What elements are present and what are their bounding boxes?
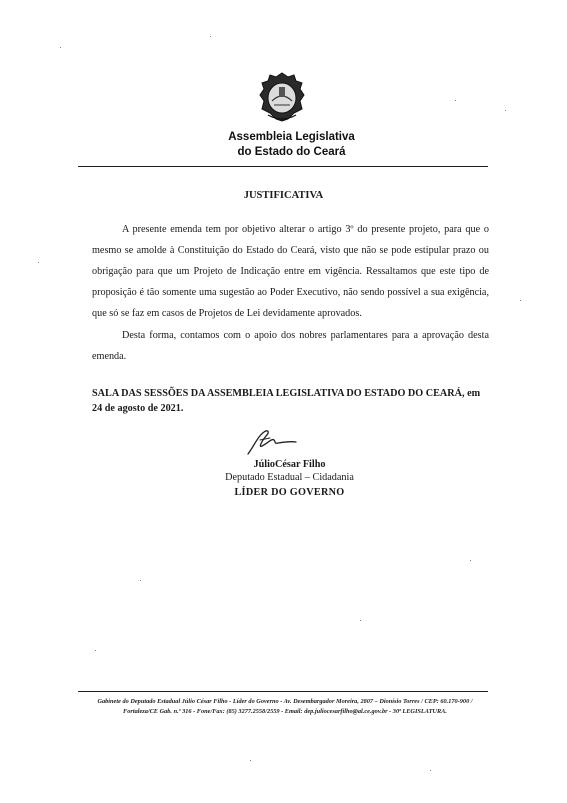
org-name-line2: do Estado do Ceará (237, 146, 346, 158)
signatory-title: LÍDER DO GOVERNO (234, 487, 345, 498)
body-paragraph-2: Desta forma, contamos com o apoio dos nobres parlamentares para a aprovação desta emenda. (92, 330, 489, 362)
org-name-line1: Assembleia Legislativa (228, 131, 355, 143)
header-divider (78, 166, 488, 167)
footer-contact-info: Gabinete do Deputado Estadual Júlio César Filho - Líder do Governo - Av. Desembargador Moreira, 2807 – Dionísio Torres / CEP: 60.170-900 / Fortaleza/CE Gab. n.º 316 - Fone/Fax: (85) 3277.2558/2559 - Email: dep.juliocesarfilho@al.ce.gov.br - 30ª LEGISLATURA. (97, 698, 473, 715)
section-heading: JUSTIFICATIVA (243, 190, 324, 201)
footer-divider (78, 691, 488, 692)
state-coat-of-arms-seal (258, 71, 306, 123)
session-closing: SALA DAS SESSÕES DA ASSEMBLEIA LEGISLATIVA DO ESTADO DO CEARÁ, em 24 de agosto de 2021. (92, 388, 481, 414)
body-paragraph-1: A presente emenda tem por objetivo alterar o artigo 3º do presente projeto, para que o mesmo se amolde à Constituição do Estado do Ceará, visto que não se pode estipular prazo ou obrigação para que um Projeto de Indicação entre em vigência. Ressaltamos que este tipo de proposição é tão somente uma sugestão ao Poder Executivo, não sendo possível a sua exigência, que só se faz em casos de Projetos de Lei devidamente aprovados. (92, 224, 489, 319)
handwritten-signature (244, 426, 298, 456)
signatory-name: JúlioCésar Filho (253, 459, 326, 470)
signatory-role: Deputado Estadual – Cidadania (225, 472, 354, 483)
